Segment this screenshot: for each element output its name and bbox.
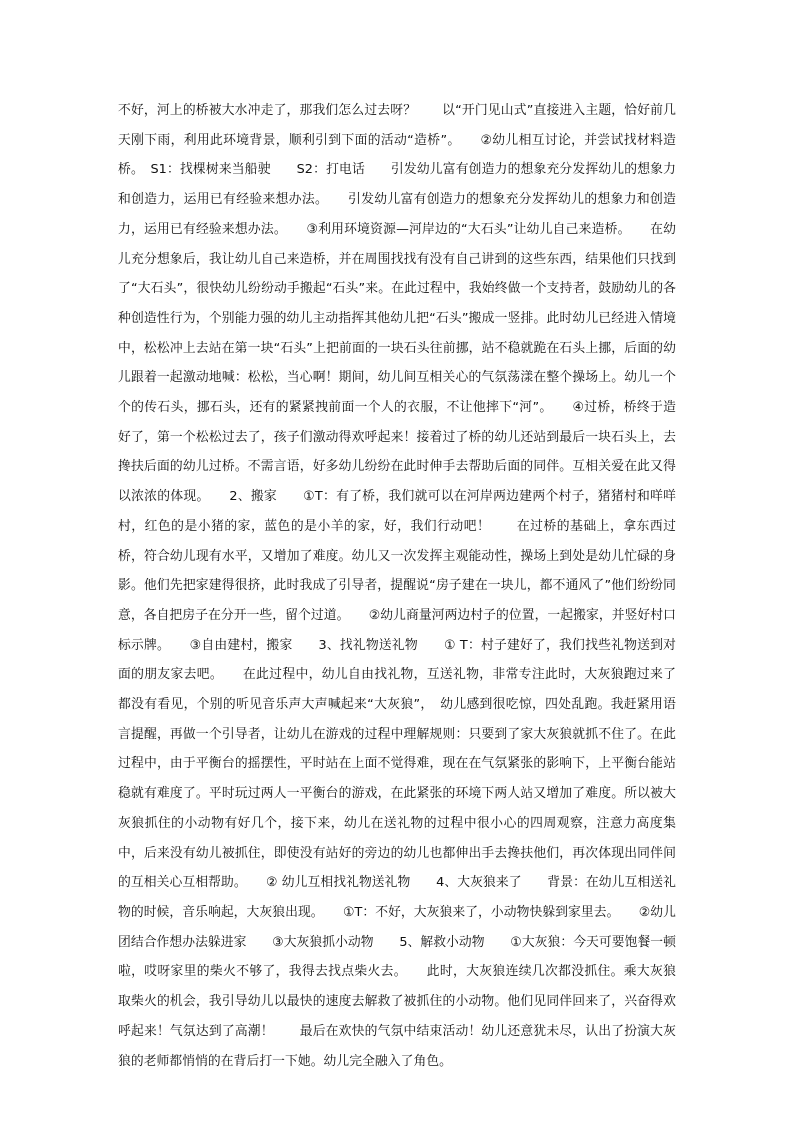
document-body xyxy=(118,96,676,1076)
body-paragraph: 不好，河上的桥被大水冲走了，那我们怎么过去呀？ 以“开门见山式”直接进入主题，恰好前几天刚下雨，利用此环境背景，顺利引到下面的活动“造桥”。 ②幼儿相互讨论，并尝试找材料造桥。 S1：找棵树来当船驶 S2：打电话 引发幼儿富有创造力的想象充分发挥幼儿的想象力和创造力，运用已有经验来想办法。 引发幼儿富有创造力的想象充分发挥幼儿的想象力和创造力，运用已有经验来想办法。 ③利用环境资源—河岸边的“大石头”让幼儿自己来造桥。 在幼儿充分想象后，我让幼儿自己来造桥，并在周围找找有没有自己讲到的这些东西，结果他们只找到了“大石头”，很快幼儿纷纷动手搬起“石头”来。在此过程中，我始终做一个支持者，鼓励幼儿的各种创造性行为，个别能力强的幼儿主动指挥其他幼儿把“石头”搬成一竖排。此时幼儿已经进入情境中，松松冲上去站在第一块“石头”上把前面的一块石头往前挪，站不稳就跪在石头上挪，后面的幼儿跟着一起激动地喊：松松，当心啊！期间，幼儿间互相关心的气氛荡漾在整个操场上。幼儿一个个的传石头，挪石头，还有的紧紧拽前面一个人的衣服，不让他摔下“河”。 ④过桥，桥终于造好了，第一个松松过去了，孩子们激动得欢呼起来！接着过了桥的幼儿还站到最后一块石头上，去搀扶后面的幼儿过桥。不需言语，好多幼儿纷纷在此时伸手去帮助后面的同伴。互相关爱在此又得以浓浓的体现。 2、搬家 ①T：有了桥，我们就可以在河岸两边建两个村子，猪猪村和咩咩村，红色的是小猪的家，蓝色的是小羊的家，好，我们行动吧！ 在过桥的基础上，拿东西过桥，符合幼儿现有水平，又增加了难度。幼儿又一次发挥主观能动性，操场上到处是幼儿忙碌的身影。他们先把家建得很挤，此时我成了引导者，提醒说“房子建在一块儿，都不通风了”他们纷纷同意，各自把房子在分开一些，留个过道。 ②幼儿商量河两边村子的位置，一起搬家，并竖好村口标示牌。 ③自由建村，搬家 3、找礼物送礼物 ① T：村子建好了，我们找些礼物送到对面的朋友家去吧。 在此过程中，幼儿自由找礼物，互送礼物，非常专注此时，大灰狼跑过来了都没有看见，个别的听见音乐声大声喊起来“大灰狼”， 幼儿感到很吃惊，四处乱跑。我赶紧用语言提醒，再做一个引导者，让幼儿在游戏的过程中理解规则：只要到了家大灰狼就抓不住了。在此过程中，由于平衡台的摇摆性，平时站在上面不觉得难，现在在气氛紧张的影响下，上平衡台能站稳就有难度了。平时玩过两人一平衡台的游戏，在此紧张的环境下两人站又增加了难度。所以被大灰狼抓住的小动物有好几个，接下来，幼儿在送礼物的过程中很小心的四周观察，注意力高度集中，后来没有幼儿被抓住，即使没有站好的旁边的幼儿也都伸出手去搀扶他们，再次体现出同伴间的互相关心互相帮助。 ② 幼儿互相找礼物送礼物 4、大灰狼来了 背景：在幼儿互相送礼物的时候，音乐响起，大灰狼出现。 ①T：不好，大灰狼来了，小动物快躲到家里去。 ②幼儿团结合作想办法躲进家 ③大灰狼抓小动物 5、解救小动物 ①大灰狼：今天可要饱餐一顿啦，哎呀家里的柴火不够了，我得去找点柴火去。 此时，大灰狼连续几次都没抓住。乘大灰狼取柴火的机会，我引导幼儿以最快的速度去解救了被抓住的小动物。他们见同伴回来了，兴奋得欢呼起来！气氛达到了高潮！ 最后在欢快的气氛中结束活动！幼儿还意犹未尽，认出了扮演大灰狼的老师都悄悄的在背后打一下她。幼儿完全融入了角色。 xyxy=(118,103,676,1069)
